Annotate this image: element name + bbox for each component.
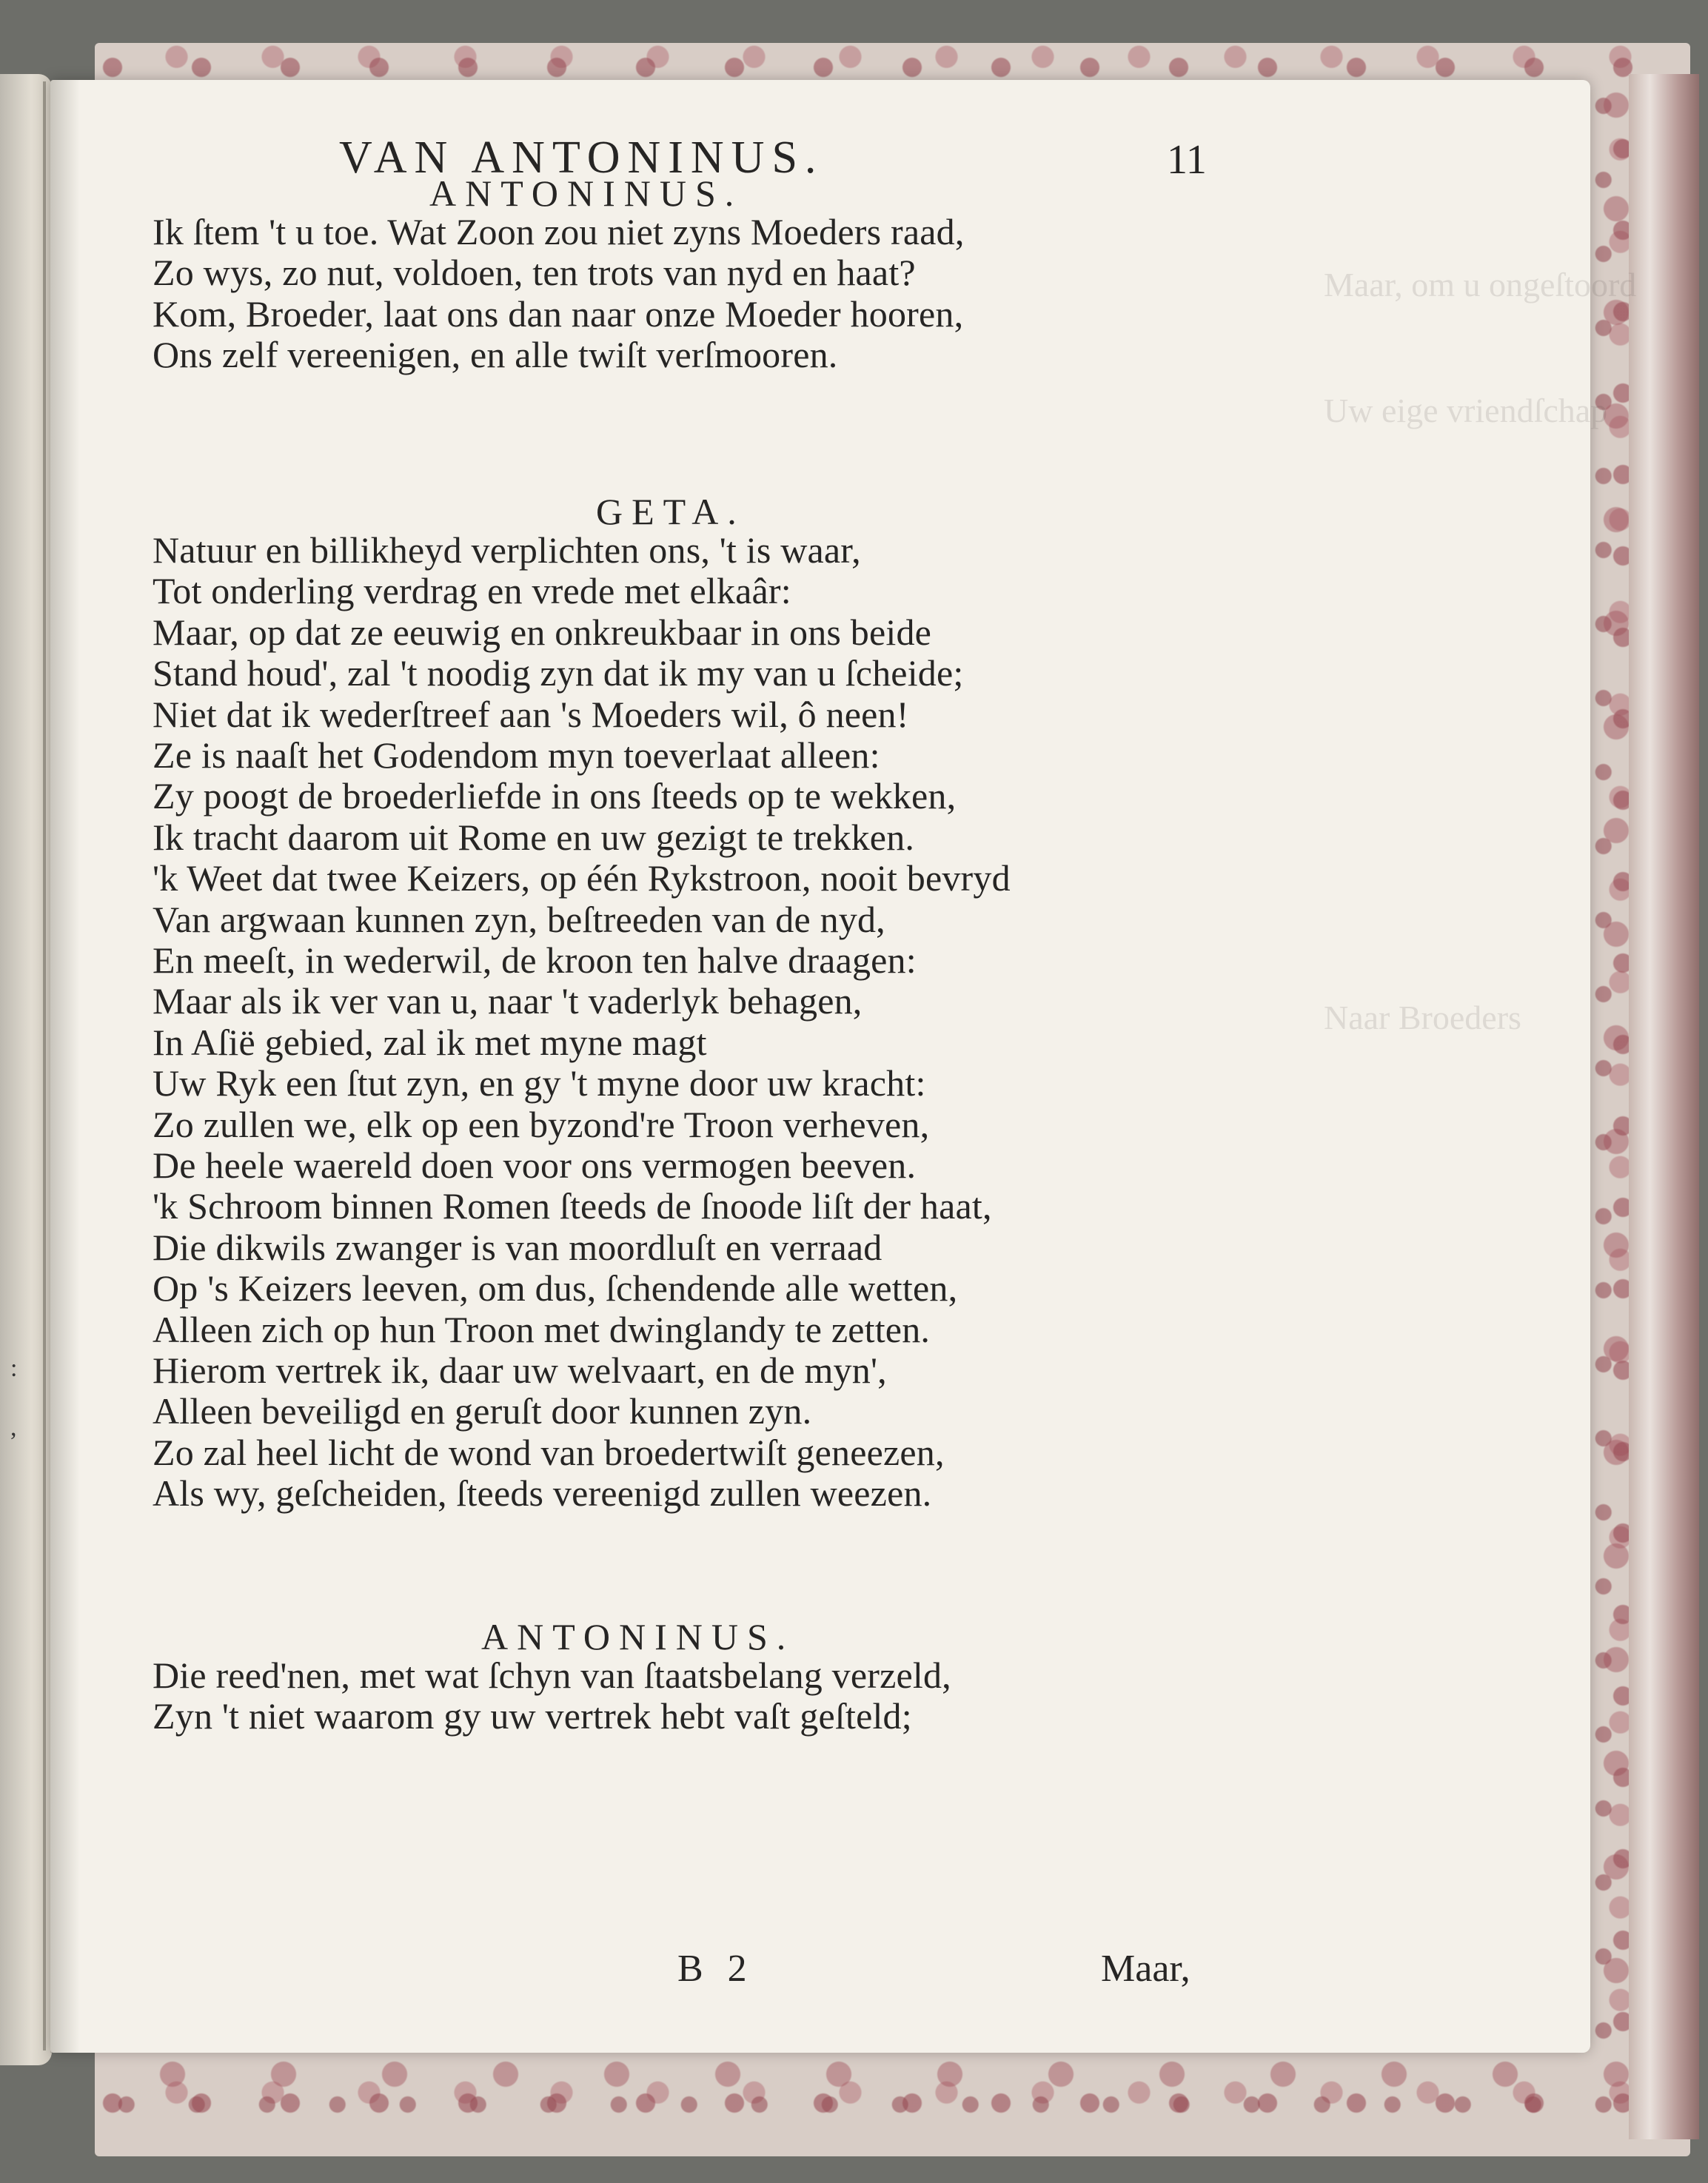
speaker-name: ANTONINUS. <box>429 172 743 214</box>
verse-line: Alleen zich op hun Troon met dwinglandy te zetten. <box>153 1308 931 1350</box>
speaker-name: GETA. <box>596 491 746 532</box>
verse-line: Tot onderling verdrag en vrede met elkaâr: <box>153 570 791 612</box>
verse-line: 'k Schroom binnen Romen ſteeds de ſnoode liſt der haat, <box>153 1185 992 1227</box>
verse-line: Ik tracht daarom uit Rome en uw gezigt te trekken. <box>153 816 915 858</box>
verse-line: Niet dat ik wederſtreef aan 's Moeders wil, ô neen! <box>153 693 909 735</box>
verse-line: Alleen beveiligd en geruſt door kunnen zyn. <box>153 1390 812 1432</box>
verse-line: In Aſië gebied, zal ik met myne magt <box>153 1021 707 1063</box>
verse-line: De heele waereld doen voor ons vermogen beeven. <box>153 1144 917 1186</box>
verse-line: Die dikwils zwanger is van moordluſt en verraad <box>153 1226 883 1268</box>
verse-line: Zy poogt de broederliefde in ons ſteeds op te wekken, <box>153 775 957 817</box>
verse-line: Kom, Broeder, laat ons dan naar onze Moeder hooren, <box>153 292 964 335</box>
facing-page-mark: : <box>10 1355 18 1382</box>
verse-line: Natuur en billikheyd verplichten ons, 't is waar, <box>153 529 861 571</box>
verse-line: Ons zelf vereenigen, en alle twiſt verſmooren. <box>153 334 838 376</box>
verse-line: Ik ſtem 't u toe. Wat Zoon zou niet zyns Moeders raad, <box>153 211 965 252</box>
book-page <box>50 80 1637 2053</box>
cover-edge <box>1629 74 1699 2139</box>
show-through: Uw eige vriendſchap <box>1324 392 1608 429</box>
signature-mark: B 2 <box>677 1948 754 1990</box>
gutter-shadow <box>50 80 80 2053</box>
page-number: 11 <box>1167 137 1207 183</box>
facing-page-fold <box>43 81 46 2050</box>
verse-line: Van argwaan kunnen zyn, beſtreeden van de nyd, <box>153 898 885 940</box>
verse-line: Ze is naaſt het Godendom myn toeverlaat alleen: <box>153 734 880 776</box>
verse-line: Zyn 't niet waarom gy uw vertrek hebt vaſt geſteld; <box>153 1695 912 1737</box>
verse-line: Zo zullen we, elk op een byzond're Troon verheven, <box>153 1103 930 1145</box>
verse-line: Uw Ryk een ſtut zyn, en gy 't myne door uw kracht: <box>153 1062 926 1104</box>
verse-line: 'k Weet dat twee Keizers, op één Rykstroon, nooit bevryd <box>153 857 1011 899</box>
show-through: Maar, om u ongeſtoord <box>1324 266 1637 304</box>
verse-line: Zo wys, zo nut, voldoen, ten trots van nyd en haat? <box>153 252 916 294</box>
verse-line: Zo zal heel licht de wond van broedertwiſt geneezen, <box>153 1431 945 1473</box>
page-text <box>50 80 1637 2053</box>
verse-line: Hierom vertrek ik, daar uw welvaart, en de myn', <box>153 1349 887 1391</box>
verse-line: Maar, op dat ze eeuwig en onkreukbaar in ons beide <box>153 611 932 653</box>
catchword: Maar, <box>1101 1948 1190 1990</box>
show-through: Naar Broeders <box>1324 999 1521 1036</box>
verse-line: En meeſt, in wederwil, de kroon ten halve draagen: <box>153 939 917 981</box>
verse-line: Maar als ik ver van u, naar 't vaderlyk behagen, <box>153 980 863 1022</box>
verse-line: Die reed'nen, met wat ſchyn van ſtaatsbelang verzeld, <box>153 1654 951 1696</box>
verse-line: Op 's Keizers leeven, om dus, ſchendende alle wetten, <box>153 1267 958 1310</box>
verse-line: Als wy, geſcheiden, ſteeds vereenigd zullen weezen. <box>153 1472 932 1515</box>
facing-page-mark: , <box>10 1414 17 1441</box>
speaker-name: ANTONINUS. <box>481 1616 795 1657</box>
verse-line: Stand houd', zal 't noodig zyn dat ik my van u ſcheide; <box>153 652 964 694</box>
running-head: VAN ANTONINUS. <box>339 133 824 183</box>
